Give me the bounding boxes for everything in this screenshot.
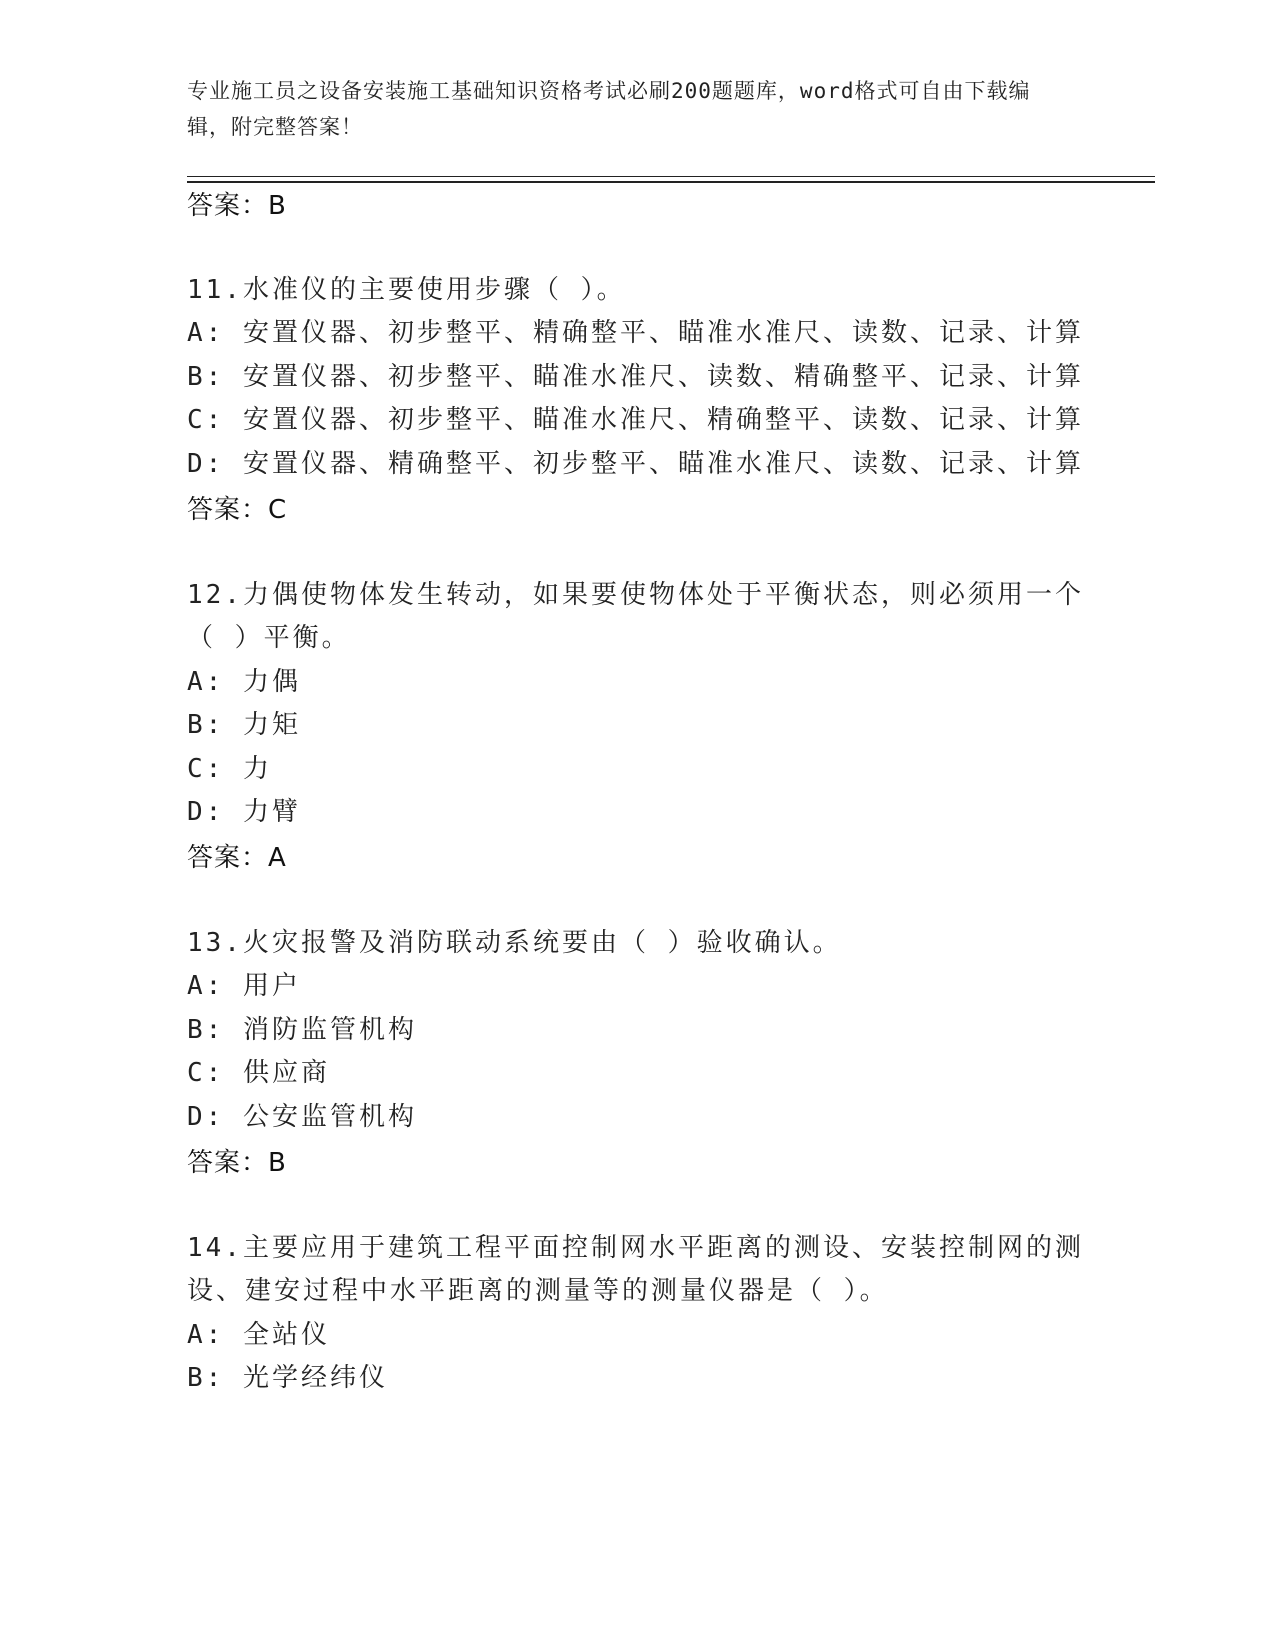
- question-12-option-d: D: 力臂: [187, 797, 301, 827]
- header-divider-thin: [187, 176, 1155, 177]
- question-13-option-d: D: 公安监管机构: [187, 1102, 417, 1132]
- answer-13: 答案：B: [187, 1148, 287, 1178]
- answer-10: 答案：B: [187, 191, 287, 221]
- question-14-stem-line1: 14.主要应用于建筑工程平面控制网水平距离的测设、安装控制网的测: [187, 1233, 1084, 1263]
- answer-12: 答案：A: [187, 843, 287, 873]
- question-14-stem-line2: 设、建安过程中水平距离的测量等的测量仪器是（ ）。: [187, 1276, 889, 1306]
- header-divider-thick: [187, 181, 1155, 183]
- question-11-option-b: B: 安置仪器、初步整平、瞄准水准尺、读数、精确整平、记录、计算: [187, 362, 1084, 392]
- question-12-stem-line1: 12.力偶使物体发生转动，如果要使物体处于平衡状态，则必须用一个: [187, 580, 1084, 610]
- question-12-stem-line2: （ ）平衡。: [187, 623, 351, 653]
- question-13-option-b: B: 消防监管机构: [187, 1015, 417, 1045]
- question-12-option-c: C: 力: [187, 754, 272, 784]
- question-12-option-b: B: 力矩: [187, 710, 301, 740]
- question-12-option-a: A: 力偶: [187, 667, 301, 697]
- question-13-option-a: A: 用户: [187, 971, 301, 1001]
- question-11-option-c: C: 安置仪器、初步整平、瞄准水准尺、精确整平、读数、记录、计算: [187, 405, 1084, 435]
- question-13-stem: 13.火灾报警及消防联动系统要由（ ）验收确认。: [187, 928, 842, 958]
- question-11-option-a: A: 安置仪器、初步整平、精确整平、瞄准水准尺、读数、记录、计算: [187, 318, 1084, 348]
- question-14-option-a: A: 全站仪: [187, 1320, 330, 1350]
- question-11-stem: 11.水准仪的主要使用步骤（ ）。: [187, 275, 626, 305]
- question-14-option-b: B: 光学经纬仪: [187, 1363, 388, 1393]
- answer-11: 答案：C: [187, 495, 288, 525]
- page-header: 专业施工员之设备安装施工基础知识资格考试必刷200题题库，word格式可自由下载编辑，附完整答案！: [187, 79, 1031, 139]
- question-11-option-d: D: 安置仪器、精确整平、初步整平、瞄准水准尺、读数、记录、计算: [187, 449, 1084, 479]
- question-13-option-c: C: 供应商: [187, 1058, 330, 1088]
